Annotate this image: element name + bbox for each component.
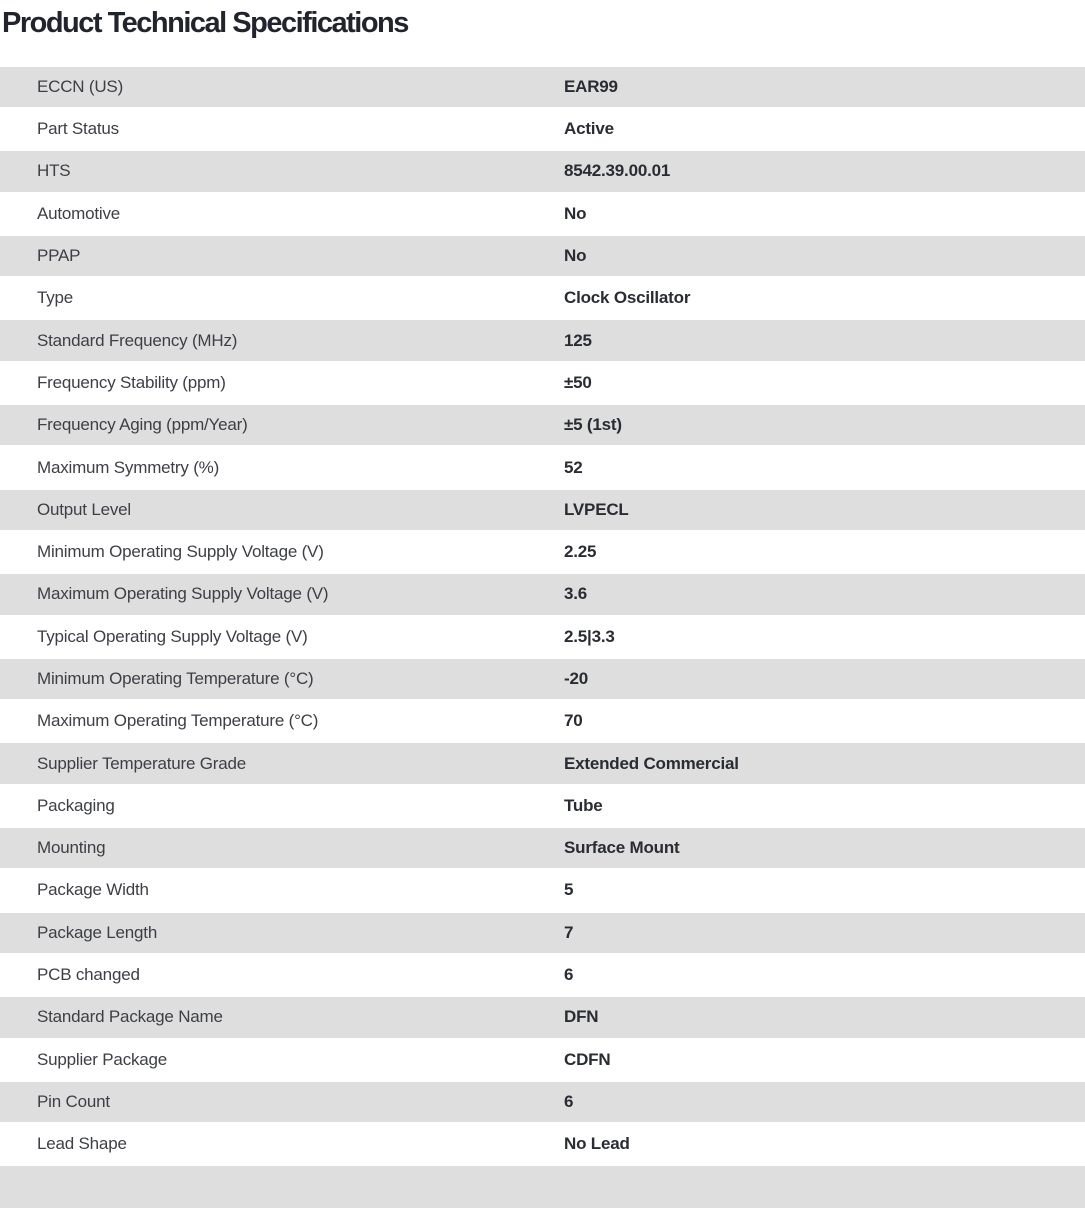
table-row: [0, 235, 1085, 277]
spec-label: HTS: [37, 161, 71, 181]
table-row: [0, 193, 1085, 235]
spec-value: CDFN: [564, 1049, 611, 1069]
table-row: [0, 996, 1085, 1038]
spec-value: Extended Commercial: [564, 753, 739, 773]
table-row: [0, 1039, 1085, 1081]
spec-value: 7: [564, 922, 574, 942]
table-row: [0, 277, 1085, 319]
spec-label: Output Level: [37, 499, 131, 519]
table-row: [0, 785, 1085, 827]
table-row: [0, 66, 1085, 108]
spec-label: PPAP: [37, 246, 81, 266]
spec-value: No: [564, 246, 587, 266]
spec-value: No: [564, 203, 587, 223]
spec-value: 70: [564, 711, 583, 731]
spec-value: 52: [564, 457, 583, 477]
spec-value: -20: [564, 668, 588, 688]
spec-value: 8542.39.00.01: [564, 161, 671, 181]
table-row: [0, 827, 1085, 869]
spec-label: Standard Frequency (MHz): [37, 330, 238, 350]
table-row: [0, 1123, 1085, 1165]
spec-label: Frequency Stability (ppm): [37, 372, 226, 392]
spec-value: 2.5|3.3: [564, 626, 615, 646]
spec-label: Mounting: [37, 838, 106, 858]
spec-value: Active: [564, 119, 614, 139]
spec-value: 125: [564, 330, 592, 350]
spec-value: 6: [564, 965, 574, 985]
table-row: [0, 700, 1085, 742]
spec-label: Frequency Aging (ppm/Year): [37, 415, 248, 435]
spec-value: DFN: [564, 1007, 599, 1027]
spec-label: ECCN (US): [37, 76, 124, 96]
table-row: [0, 446, 1085, 488]
table-row: [0, 404, 1085, 446]
spec-value: No Lead: [564, 1134, 630, 1154]
spec-label: Minimum Operating Supply Voltage (V): [37, 542, 324, 562]
table-row: [0, 531, 1085, 573]
spec-value: LVPECL: [564, 499, 629, 519]
spec-label: Automotive: [37, 203, 121, 223]
spec-label: Minimum Operating Temperature (°C): [37, 668, 314, 688]
table-row: [0, 150, 1085, 192]
spec-label: Supplier Temperature Grade: [37, 753, 246, 773]
spec-label: Supplier Package: [37, 1049, 168, 1069]
spec-value: Surface Mount: [564, 838, 680, 858]
spec-label: Maximum Operating Supply Voltage (V): [37, 584, 329, 604]
table-row: [0, 108, 1085, 150]
table-row: [0, 742, 1085, 784]
table-row: [0, 489, 1085, 531]
spec-value: EAR99: [564, 76, 618, 96]
table-row: [0, 869, 1085, 911]
table-row: [0, 912, 1085, 954]
spec-value: ±5 (1st): [564, 415, 622, 435]
spec-label: Package Length: [37, 922, 158, 942]
spec-label: Lead Shape: [37, 1134, 127, 1154]
spec-label: Typical Operating Supply Voltage (V): [37, 626, 308, 646]
spec-label: Maximum Operating Temperature (°C): [37, 711, 319, 731]
spec-label: Maximum Symmetry (%): [37, 457, 220, 477]
spec-value: ±50: [564, 372, 592, 392]
spec-value: 3.6: [564, 584, 588, 604]
spec-value: Tube: [564, 795, 603, 815]
table-row: [0, 573, 1085, 615]
table-row: [0, 658, 1085, 700]
table-row: [0, 319, 1085, 361]
page-title: Product Technical Specifications: [2, 7, 408, 39]
table-row: [0, 954, 1085, 996]
spec-label: Part Status: [37, 119, 119, 139]
spec-label: Package Width: [37, 880, 149, 900]
spec-value: 5: [564, 880, 574, 900]
spec-value: 6: [564, 1091, 574, 1111]
spec-label: Pin Count: [37, 1091, 110, 1111]
spec-value: 2.25: [564, 542, 597, 562]
spec-value: Clock Oscillator: [564, 288, 691, 308]
table-row: [0, 1081, 1085, 1123]
table-row: [0, 616, 1085, 658]
spec-label: Packaging: [37, 795, 115, 815]
spec-label: Type: [37, 288, 74, 308]
spec-label: PCB changed: [37, 965, 140, 985]
spec-table: [0, 66, 1085, 1208]
table-row: [0, 362, 1085, 404]
spec-label: Standard Package Name: [37, 1007, 223, 1027]
